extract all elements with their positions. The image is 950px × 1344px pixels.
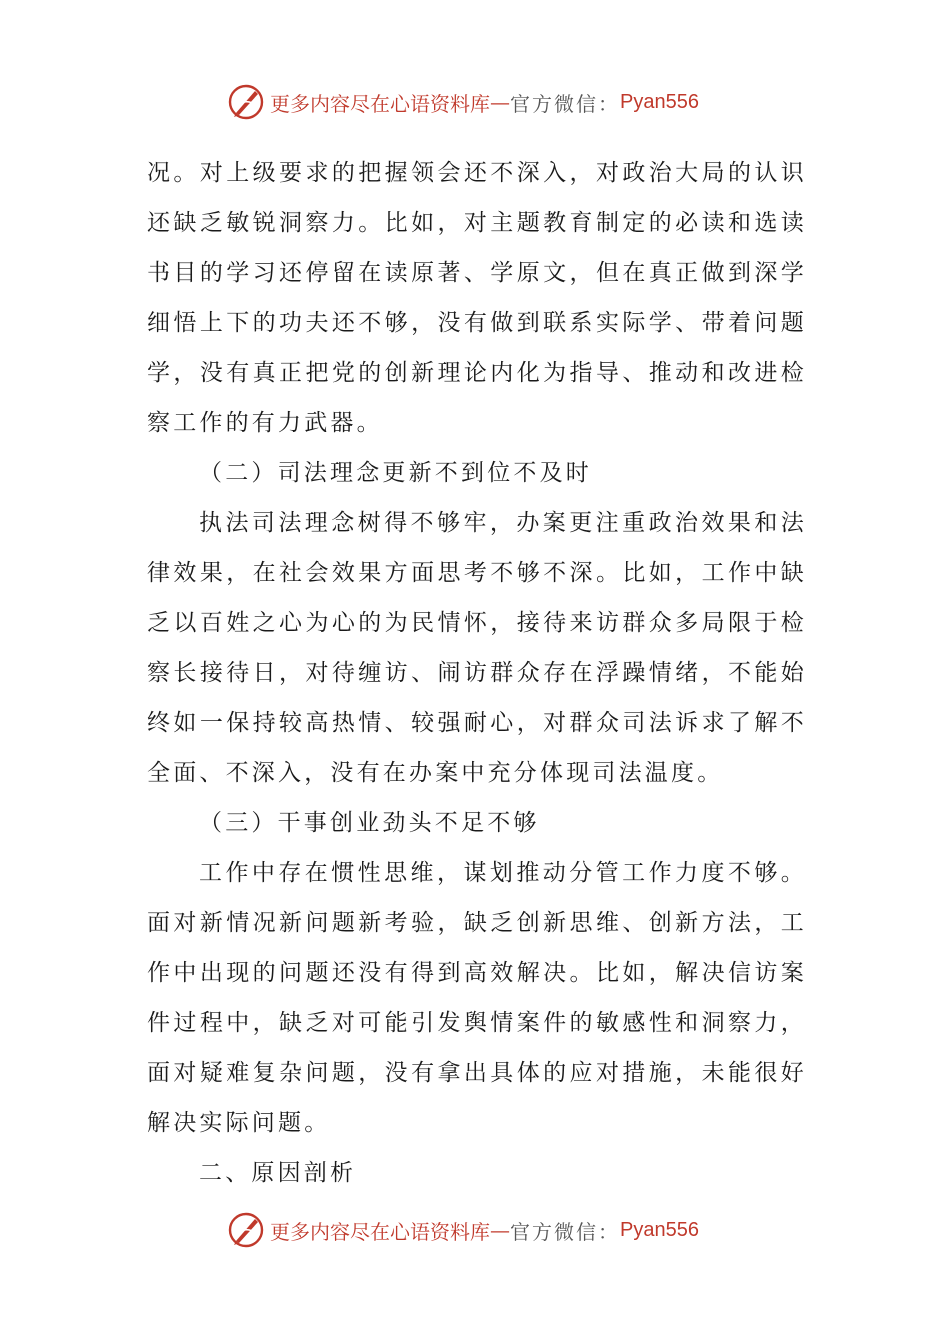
banner-wechat-label: 官方微信：	[510, 91, 620, 116]
banner-dash: —	[490, 90, 510, 114]
banner-wechat-label: 官方微信：	[510, 1219, 620, 1244]
document-body	[147, 148, 807, 1198]
banner-wechat-id: Pyan556	[620, 90, 699, 113]
paragraph-continued: 况。对上级要求的把握领会还不深入，对政治大局的认识还缺乏敏锐洞察力。比如，对主题教育制定的必读和选读书目的学习还停留在读原著、学原文，但在真正做到深学细悟上下的功夫还不够，没有做到联系实际学、带着问题学，没有真正把党的创新理论内化为指导、推动和改进检察工作的有力武器。	[147, 160, 807, 436]
section-heading-2: （二）司法理念更新不到位不及时	[199, 460, 592, 486]
footer-banner	[226, 1208, 699, 1252]
section-heading-3: （三）干事创业劲头不足不够	[199, 810, 540, 836]
banner-wechat-id: Pyan556	[620, 1218, 699, 1241]
pen-circle-logo-icon	[226, 1210, 266, 1250]
pen-circle-logo-icon	[226, 82, 266, 122]
header-banner	[226, 80, 699, 124]
paragraph-2: 执法司法理念树得不够牢，办案更注重政治效果和法律效果，在社会效果方面思考不够不深。比如，工作中缺乏以百姓之心为心的为民情怀，接待来访群众多局限于检察长接待日，对待缠访、闹访群众存在浮躁情绪，不能始终如一保持较高热情、较强耐心，对群众司法诉求了解不全面、不深入，没有在办案中充分体现司法温度。	[147, 510, 807, 786]
section-heading-reasons: 二、原因剖析	[199, 1160, 357, 1186]
banner-site-name: 更多内容尽在心语资料库	[270, 1219, 490, 1244]
banner-site-name: 更多内容尽在心语资料库	[270, 91, 490, 116]
paragraph-3: 工作中存在惯性思维，谋划推动分管工作力度不够。面对新情况新问题新考验，缺乏创新思维、创新方法，工作中出现的问题还没有得到高效解决。比如，解决信访案件过程中，缺乏对可能引发舆情案件的敏感性和洞察力，面对疑难复杂问题，没有拿出具体的应对措施，未能很好解决实际问题。	[147, 860, 807, 1136]
banner-dash: —	[490, 1218, 510, 1242]
